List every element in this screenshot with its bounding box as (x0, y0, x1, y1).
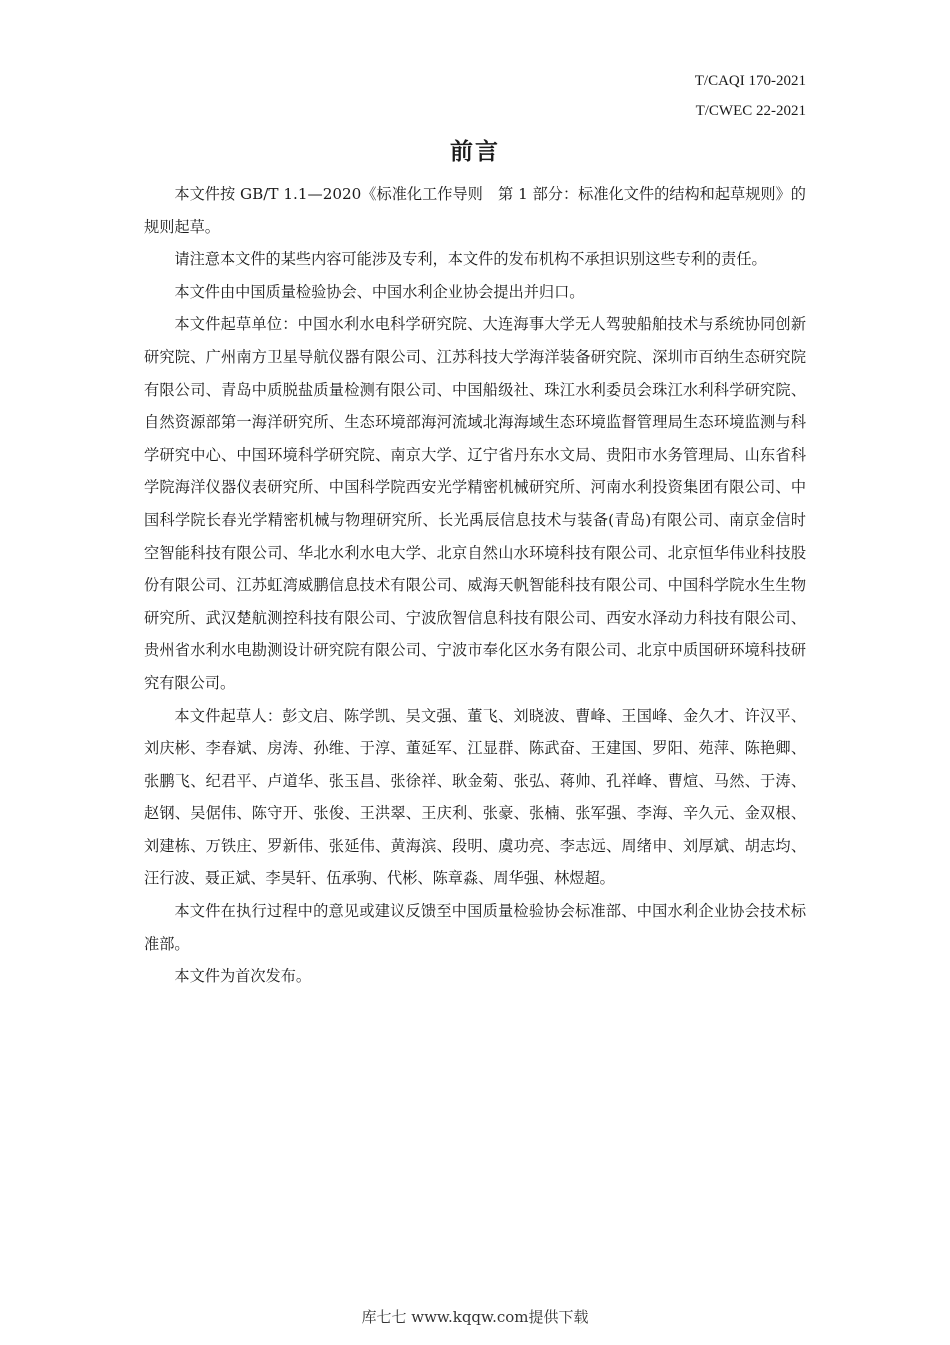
paragraph-drafters: 本文件起草人：彭文启、陈学凯、吴文强、董飞、刘晓波、曹峰、王国峰、金久才、许汉平、刘庆彬、李春斌、房涛、孙维、于淳、董延军、江显群、陈武奋、王建国、罗阳、苑萍、陈艳卿、张鹏飞、纪君平、卢道华、张玉昌、张徐祥、耿金菊、张弘、蒋帅、孔祥峰、曹煊、马然、于涛、赵钢、吴倨伟、陈守开、张俊、王洪翠、王庆利、张豪、张楠、张军强、李海、辛久元、金双根、刘建栋、万铁庄、罗新伟、张延伟、黄海滨、段明、虞功亮、李志远、周绪申、刘厚斌、胡志均、汪行波、聂正斌、李昊轩、伍承驹、代彬、陈章淼、周华强、林煜超。 (144, 706, 806, 888)
paragraph-drafting-units: 本文件起草单位：中国水利水电科学研究院、大连海事大学无人驾驶船舶技术与系统协同创新研究院、广州南方卫星导航仪器有限公司、江苏科技大学海洋装备研究院、深圳市百纳生态研究院有限公司、青岛中质脱盐质量检测有限公司、中国船级社、珠江水利委员会珠江水利科学研究院、自然资源部第一海洋研究所、生态环境部海河流域北海海域生态环境监督管理局生态环境监测与科学研究中心、中国环境科学研究院、南京大学、辽宁省丹东水文局、贵阳市水务管理局、山东省科学院海洋仪器仪表研究所、中国科学院西安光学精密机械研究所、河南水利投资集团有限公司、中国科学院长春光学精密机械与物理研究所、长光禹辰信息技术与装备(青岛)有限公司、南京金信时空智能科技有限公司、华北水利水电大学、北京自然山水环境科技有限公司、北京恒华伟业科技股份有限公司、江苏虹湾威鹏信息技术有限公司、威海天帆智能科技有限公司、中国科学院水生生物研究所、武汉楚航测控科技有限公司、宁波欣智信息科技有限公司、西安水泽动力科技有限公司、贵州省水利水电勘测设计研究院有限公司、宁波市奉化区水务有限公司、北京中质国研环境科技研究有限公司。 (144, 315, 806, 692)
paragraph-patent-notice: 请注意本文件的某些内容可能涉及专利，本文件的发布机构不承担识别这些专利的责任。 (174, 250, 767, 269)
paragraph-first-release: 本文件为首次发布。 (174, 967, 312, 986)
paragraph-drafting-rules: 本文件按 GB/T 1.1—2020《标准化工作导则 第 1 部分：标准化文件的结构和起草规则》的规则起草。 (144, 185, 806, 236)
footer-watermark: 库七七 www.kqqw.com提供下载 (361, 1308, 589, 1326)
paragraph-feedback: 本文件在执行过程中的意见或建议反馈至中国质量检验协会标准部、中国水利企业协会技术标准部。 (144, 902, 806, 953)
standard-codes (695, 66, 806, 126)
standard-code-caqi: T/CAQI 170-2021 (694, 73, 806, 89)
page-title: 前言 (450, 139, 500, 165)
standard-code-cwec: T/CWEC 22-2021 (695, 103, 806, 119)
foreword-body (144, 178, 806, 993)
paragraph-proposer: 本文件由中国质量检验协会、中国水利企业协会提出并归口。 (174, 282, 585, 301)
